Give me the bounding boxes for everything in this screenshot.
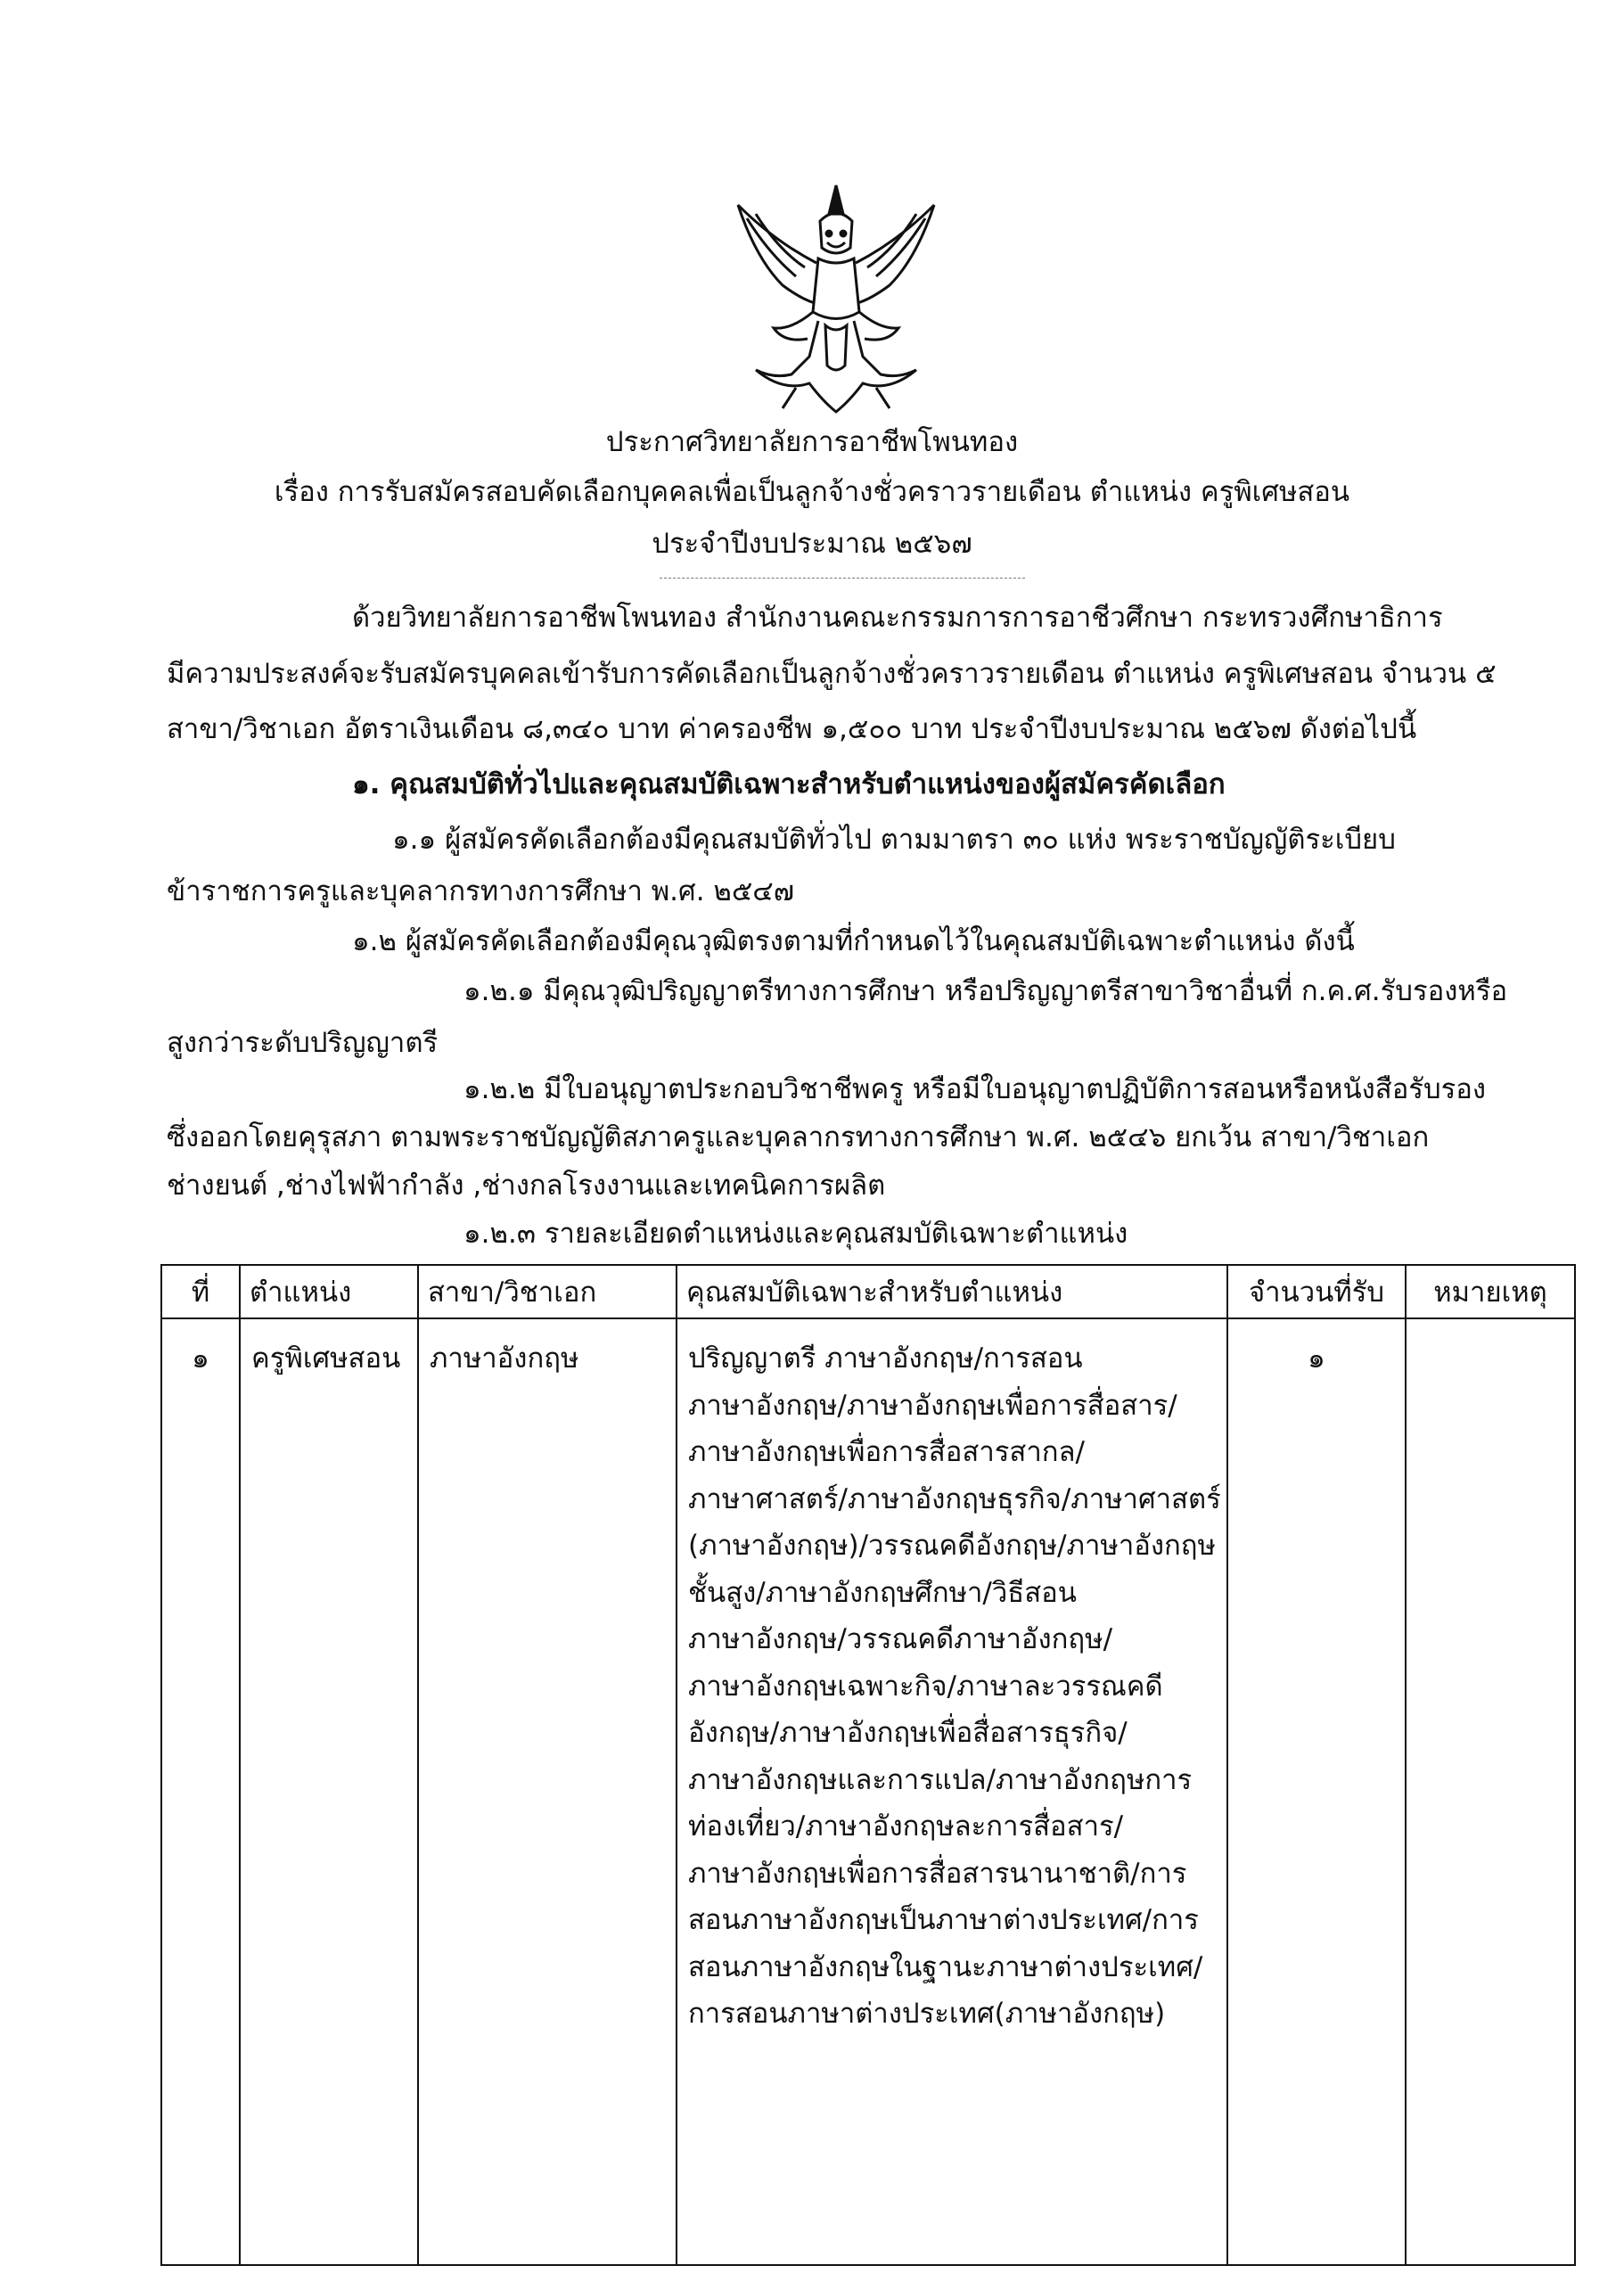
header-remarks: หมายเหตุ [1406, 1265, 1575, 1318]
item-1-2: ๑.๒ ผู้สมัครคัดเลือกต้องมีคุณวุฒิตรงตามที่กำหนดไว้ในคุณสมบัติเฉพาะตำแหน่ง ดังนี้ [352, 925, 1355, 957]
item-1-1-line-2: ข้าราชการครูและบุคลากรทางการศึกษา พ.ศ. ๒๕๔๗ [167, 875, 795, 907]
qualification-line: การสอนภาษาต่างประเทศ(ภาษาอังกฤษ) [688, 1998, 1166, 2030]
header-count: จำนวนที่รับ [1227, 1265, 1406, 1318]
announcement-title: ประกาศวิทยาลัยการอาชีพโพนทอง [605, 426, 1019, 458]
qualification-line: ภาษาอังกฤษและการแปล/ภาษาอังกฤษการ [688, 1763, 1193, 1796]
qualification-line: (ภาษาอังกฤษ)/วรรณคดีอังกฤษ/ภาษาอังกฤษ [688, 1530, 1216, 1562]
qualification-line: ภาษาอังกฤษเฉพาะกิจ/ภาษาละวรรณคดี [688, 1670, 1163, 1703]
qualification-line: ท่องเที่ยว/ภาษาอังกฤษละการสื่อสาร/ [688, 1810, 1124, 1843]
item-1-1-line-1: ๑.๑ ผู้สมัครคัดเลือกต้องมีคุณสมบัติทั่วไป ตามมาตรา ๓๐ แห่ง พระราชบัญญัติระเบียบ [392, 824, 1396, 856]
fiscal-year: ประจำปีงบประมาณ ๒๕๖๗ [652, 528, 972, 560]
intro-line-3: สาขา/วิชาเอก อัตราเงินเดือน ๘,๓๔๐ บาท ค่าครองชีพ ๑,๕๐๐ บาท ประจำปีงบประมาณ ๒๕๖๗ ดังต่อไปนี้ [167, 713, 1417, 745]
positions-table [160, 1264, 1576, 2266]
qualification-line: ชั้นสูง/ภาษาอังกฤษศึกษา/วิธีสอน [688, 1576, 1077, 1609]
item-1-2-2-line-1: ๑.๒.๒ มีใบอนุญาตประกอบวิชาชีพครู หรือมีใบอนุญาตปฏิบัติการสอนหรือหนังสือรับรอง [463, 1073, 1487, 1105]
section-1-heading: ๑. คุณสมบัติทั่วไปและคุณสมบัติเฉพาะสำหรับตำแหน่งของผู้สมัครคัดเลือก [352, 768, 1226, 800]
qualification-line: สอนภาษาอังกฤษเป็นภาษาต่างประเทศ/การ [688, 1904, 1199, 1936]
qualification-line: สอนภาษาอังกฤษในฐานะภาษาต่างประเทศ/ [688, 1950, 1203, 1983]
qualification-line: ภาษาอังกฤษ/วรรณคดีภาษาอังกฤษ/ [688, 1623, 1113, 1655]
row-position: ครูพิเศษสอน [240, 1318, 418, 2265]
header-no: ที่ [161, 1265, 240, 1318]
qualification-line: อังกฤษ/ภาษาอังกฤษเพื่อสื่อสารธุรกิจ/ [688, 1717, 1128, 1749]
intro-line-2: มีความประสงค์จะรับสมัครบุคคลเข้ารับการคัดเลือกเป็นลูกจ้างชั่วคราวรายเดือน ตำแหน่ง ครูพิเศษสอน จำนวน ๕ [167, 658, 1497, 690]
qualification-line: ภาษาอังกฤษเพื่อการสื่อสารสากล/ [688, 1436, 1085, 1468]
row-major: ภาษาอังกฤษ [418, 1318, 677, 2265]
item-1-2-2-line-3: ช่างยนต์ ,ช่างไฟฟ้ากำลัง ,ช่างกลโรงงานและเทคนิคการผลิต [167, 1170, 886, 1202]
header-major: สาขา/วิชาเอก [418, 1265, 677, 1318]
qualification-line: ปริญญาตรี ภาษาอังกฤษ/การสอน [688, 1342, 1083, 1375]
row-qualifications [677, 1318, 1227, 2265]
garuda-emblem-icon [720, 178, 952, 419]
qualification-line: ภาษาอังกฤษเพื่อการสื่อสารนานาชาติ/การ [688, 1857, 1187, 1890]
table-header-row [161, 1265, 1575, 1318]
table-row [161, 1318, 1575, 2265]
qualification-line: ภาษาศาสตร์/ภาษาอังกฤษธุรกิจ/ภาษาศาสตร์ [688, 1482, 1221, 1515]
qualification-line: ภาษาอังกฤษ/ภาษาอังกฤษเพื่อการสื่อสาร/ [688, 1389, 1177, 1422]
row-remarks [1406, 1318, 1575, 2265]
row-no: ๑ [161, 1318, 240, 2265]
item-1-2-1-line-2: สูงกว่าระดับปริญญาตรี [167, 1027, 439, 1059]
row-count: ๑ [1227, 1318, 1406, 2265]
item-1-2-2-line-2: ซึ่งออกโดยคุรุสภา ตามพระราชบัญญัติสภาครูและบุคลากรทางการศึกษา พ.ศ. ๒๕๔๖ ยกเว้น สาขา/วิชาเอก [167, 1121, 1430, 1153]
announcement-subject: เรื่อง การรับสมัครสอบคัดเลือกบุคคลเพื่อเป็นลูกจ้างชั่วคราวรายเดือน ตำแหน่ง ครูพิเศษสอน [274, 476, 1350, 508]
item-1-2-1-line-1: ๑.๒.๑ มีคุณวุฒิปริญญาตรีทางการศึกษา หรือปริญญาตรีสาขาวิชาอื่นที่ ก.ค.ศ.รับรองหรือ [463, 975, 1508, 1007]
header-divider [660, 578, 1025, 579]
intro-line-1: ด้วยวิทยาลัยการอาชีพโพนทอง สำนักงานคณะกรรมการการอาชีวศึกษา กระทรวงศึกษาธิการ [352, 602, 1443, 634]
item-1-2-3: ๑.๒.๓ รายละเอียดตำแหน่งและคุณสมบัติเฉพาะตำแหน่ง [463, 1218, 1128, 1250]
header-position: ตำแหน่ง [240, 1265, 418, 1318]
header-qualifications: คุณสมบัติเฉพาะสำหรับตำแหน่ง [677, 1265, 1227, 1318]
